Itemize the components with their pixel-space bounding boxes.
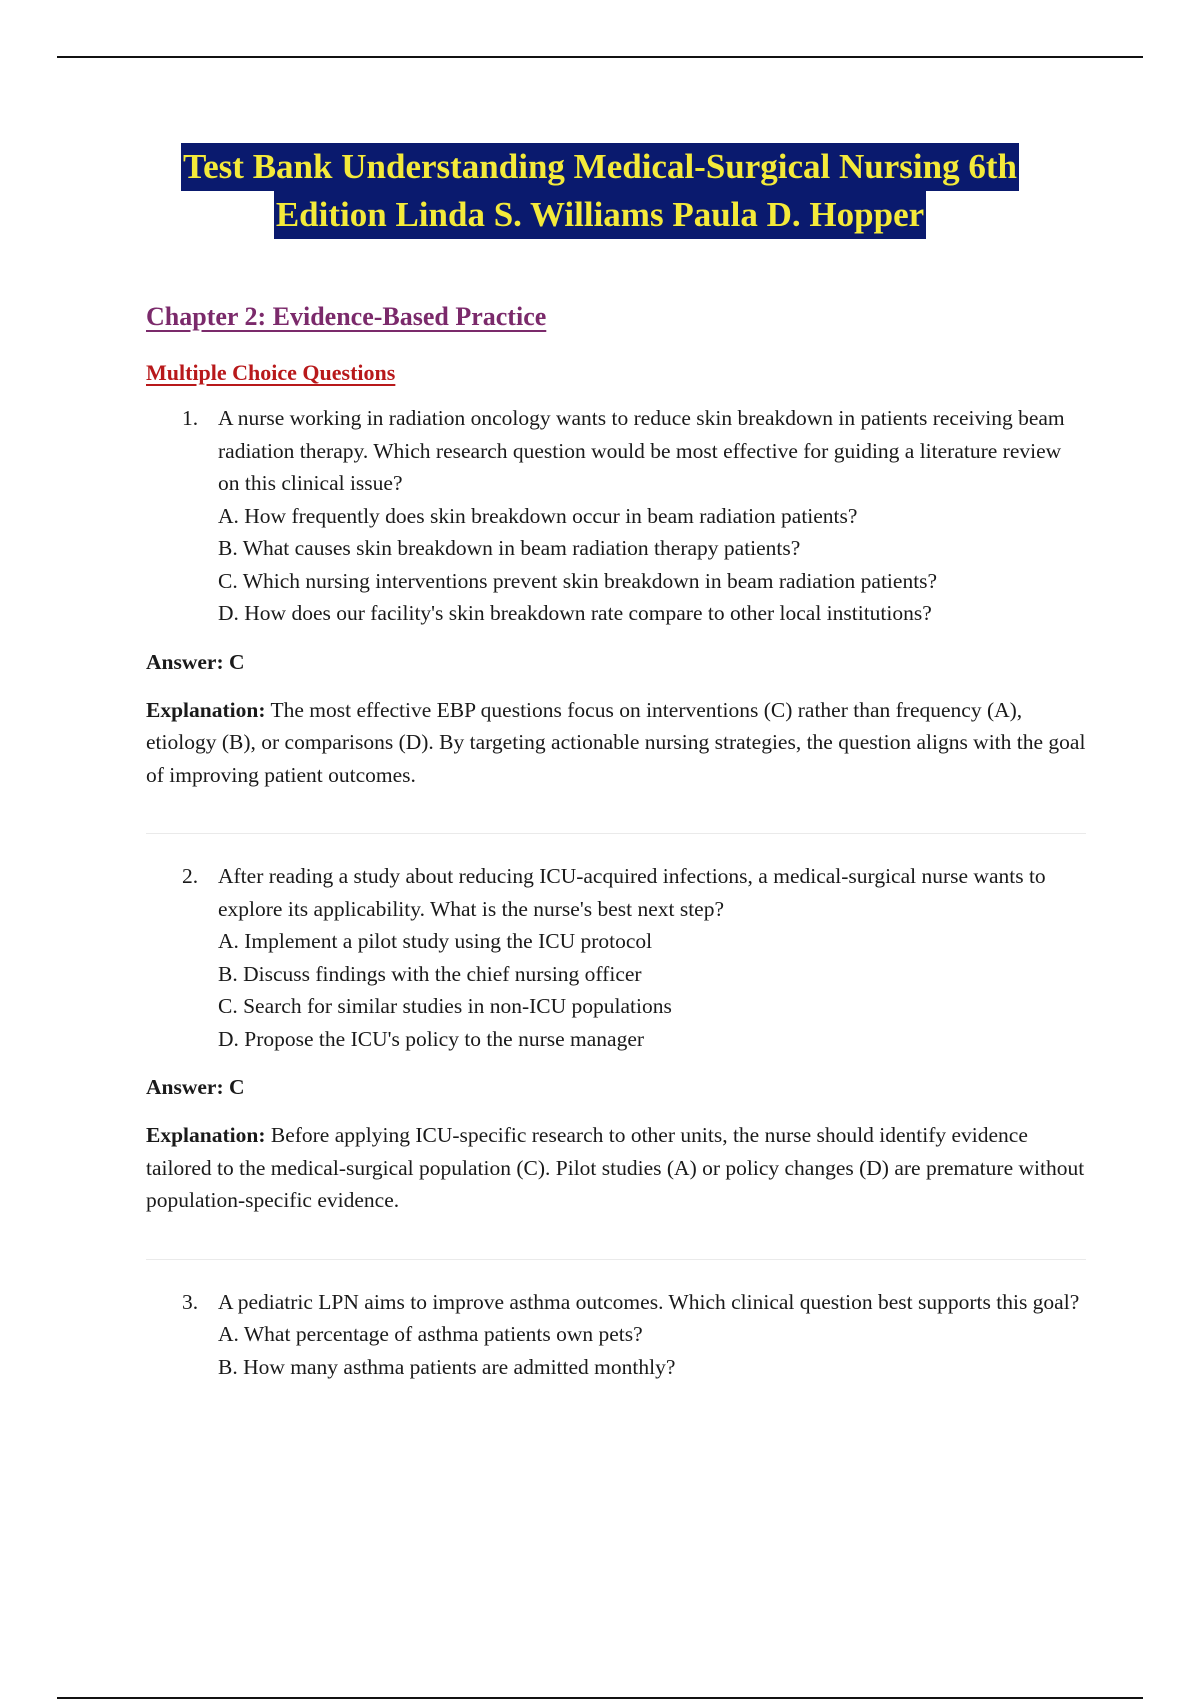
question-divider (146, 1259, 1086, 1260)
question-number: 2. (182, 864, 199, 888)
explanation-label: Explanation: (146, 1123, 266, 1147)
title-line-1: Test Bank Understanding Medical-Surgical Nursing 6th (181, 143, 1019, 191)
explanation-text: Before applying ICU-specific research to other units, the nurse should identify evidence tailored to the medical-surgical population (C). Pilot studies (A) or policy changes (D) are premature without population-specific evidence. (146, 1123, 1085, 1212)
answer-value: C (229, 1075, 245, 1099)
option-a: A. How frequently does skin breakdown occur in beam radiation patients? (218, 503, 858, 528)
explanation-2 (146, 1119, 1086, 1217)
option-d: D. Propose the ICU's policy to the nurse manager (218, 1026, 645, 1051)
explanation-label: Explanation: (146, 697, 266, 722)
chapter-heading[interactable]: Chapter 2: Evidence-Based Practice (146, 302, 547, 331)
question-text: A pediatric LPN aims to improve asthma outcomes. Which clinical question best supports this goal? (218, 1289, 1080, 1314)
answer-value: C (229, 649, 245, 674)
section-heading[interactable]: Multiple Choice Questions (146, 360, 396, 385)
bottom-rule (57, 1697, 1143, 1699)
question-1 (146, 402, 1086, 630)
question-text: A nurse working in radiation oncology wants to reduce skin breakdown in patients receiving beam radiation therapy. Which research question would be most effective for guiding a literature review on this clinical issue? (218, 406, 1065, 495)
document-title (0, 143, 1200, 239)
question-3 (146, 1286, 1086, 1384)
answer-2 (146, 1071, 1086, 1103)
option-b: B. What causes skin breakdown in beam radiation therapy patients? (218, 536, 801, 560)
answer-1 (146, 646, 1086, 678)
question-number: 3. (182, 1289, 199, 1314)
option-c: C. Search for similar studies in non-ICU populations (218, 994, 672, 1018)
question-2 (146, 860, 1086, 1055)
explanation-1 (146, 694, 1086, 792)
explanation-text: The most effective EBP questions focus on interventions (C) rather than frequency (A), etiology (B), or comparisons (D). By targeting actionable nursing strategies, the question aligns with the goal of improving patient outcomes. (146, 697, 1086, 787)
document-body (146, 300, 1086, 1383)
answer-label: Answer: (146, 649, 224, 674)
question-text: After reading a study about reducing ICU-acquired infections, a medical-surgical nurse wants to explore its applicability. What is the nurse's best next step? (218, 864, 1046, 921)
option-c: C. Which nursing interventions prevent skin breakdown in beam radiation patients? (218, 568, 938, 593)
question-number: 1. (182, 406, 199, 430)
option-b: B. How many asthma patients are admitted monthly? (218, 1354, 676, 1379)
option-b: B. Discuss findings with the chief nursing officer (218, 961, 642, 986)
title-line-2: Edition Linda S. Williams Paula D. Hopper (274, 191, 926, 239)
option-a: A. What percentage of asthma patients own pets? (218, 1322, 643, 1346)
option-a: A. Implement a pilot study using the ICU protocol (218, 929, 653, 953)
question-divider (146, 833, 1086, 834)
top-rule (57, 56, 1143, 58)
option-d: D. How does our facility's skin breakdown rate compare to other local institutions? (218, 601, 932, 625)
answer-label: Answer: (146, 1075, 224, 1099)
